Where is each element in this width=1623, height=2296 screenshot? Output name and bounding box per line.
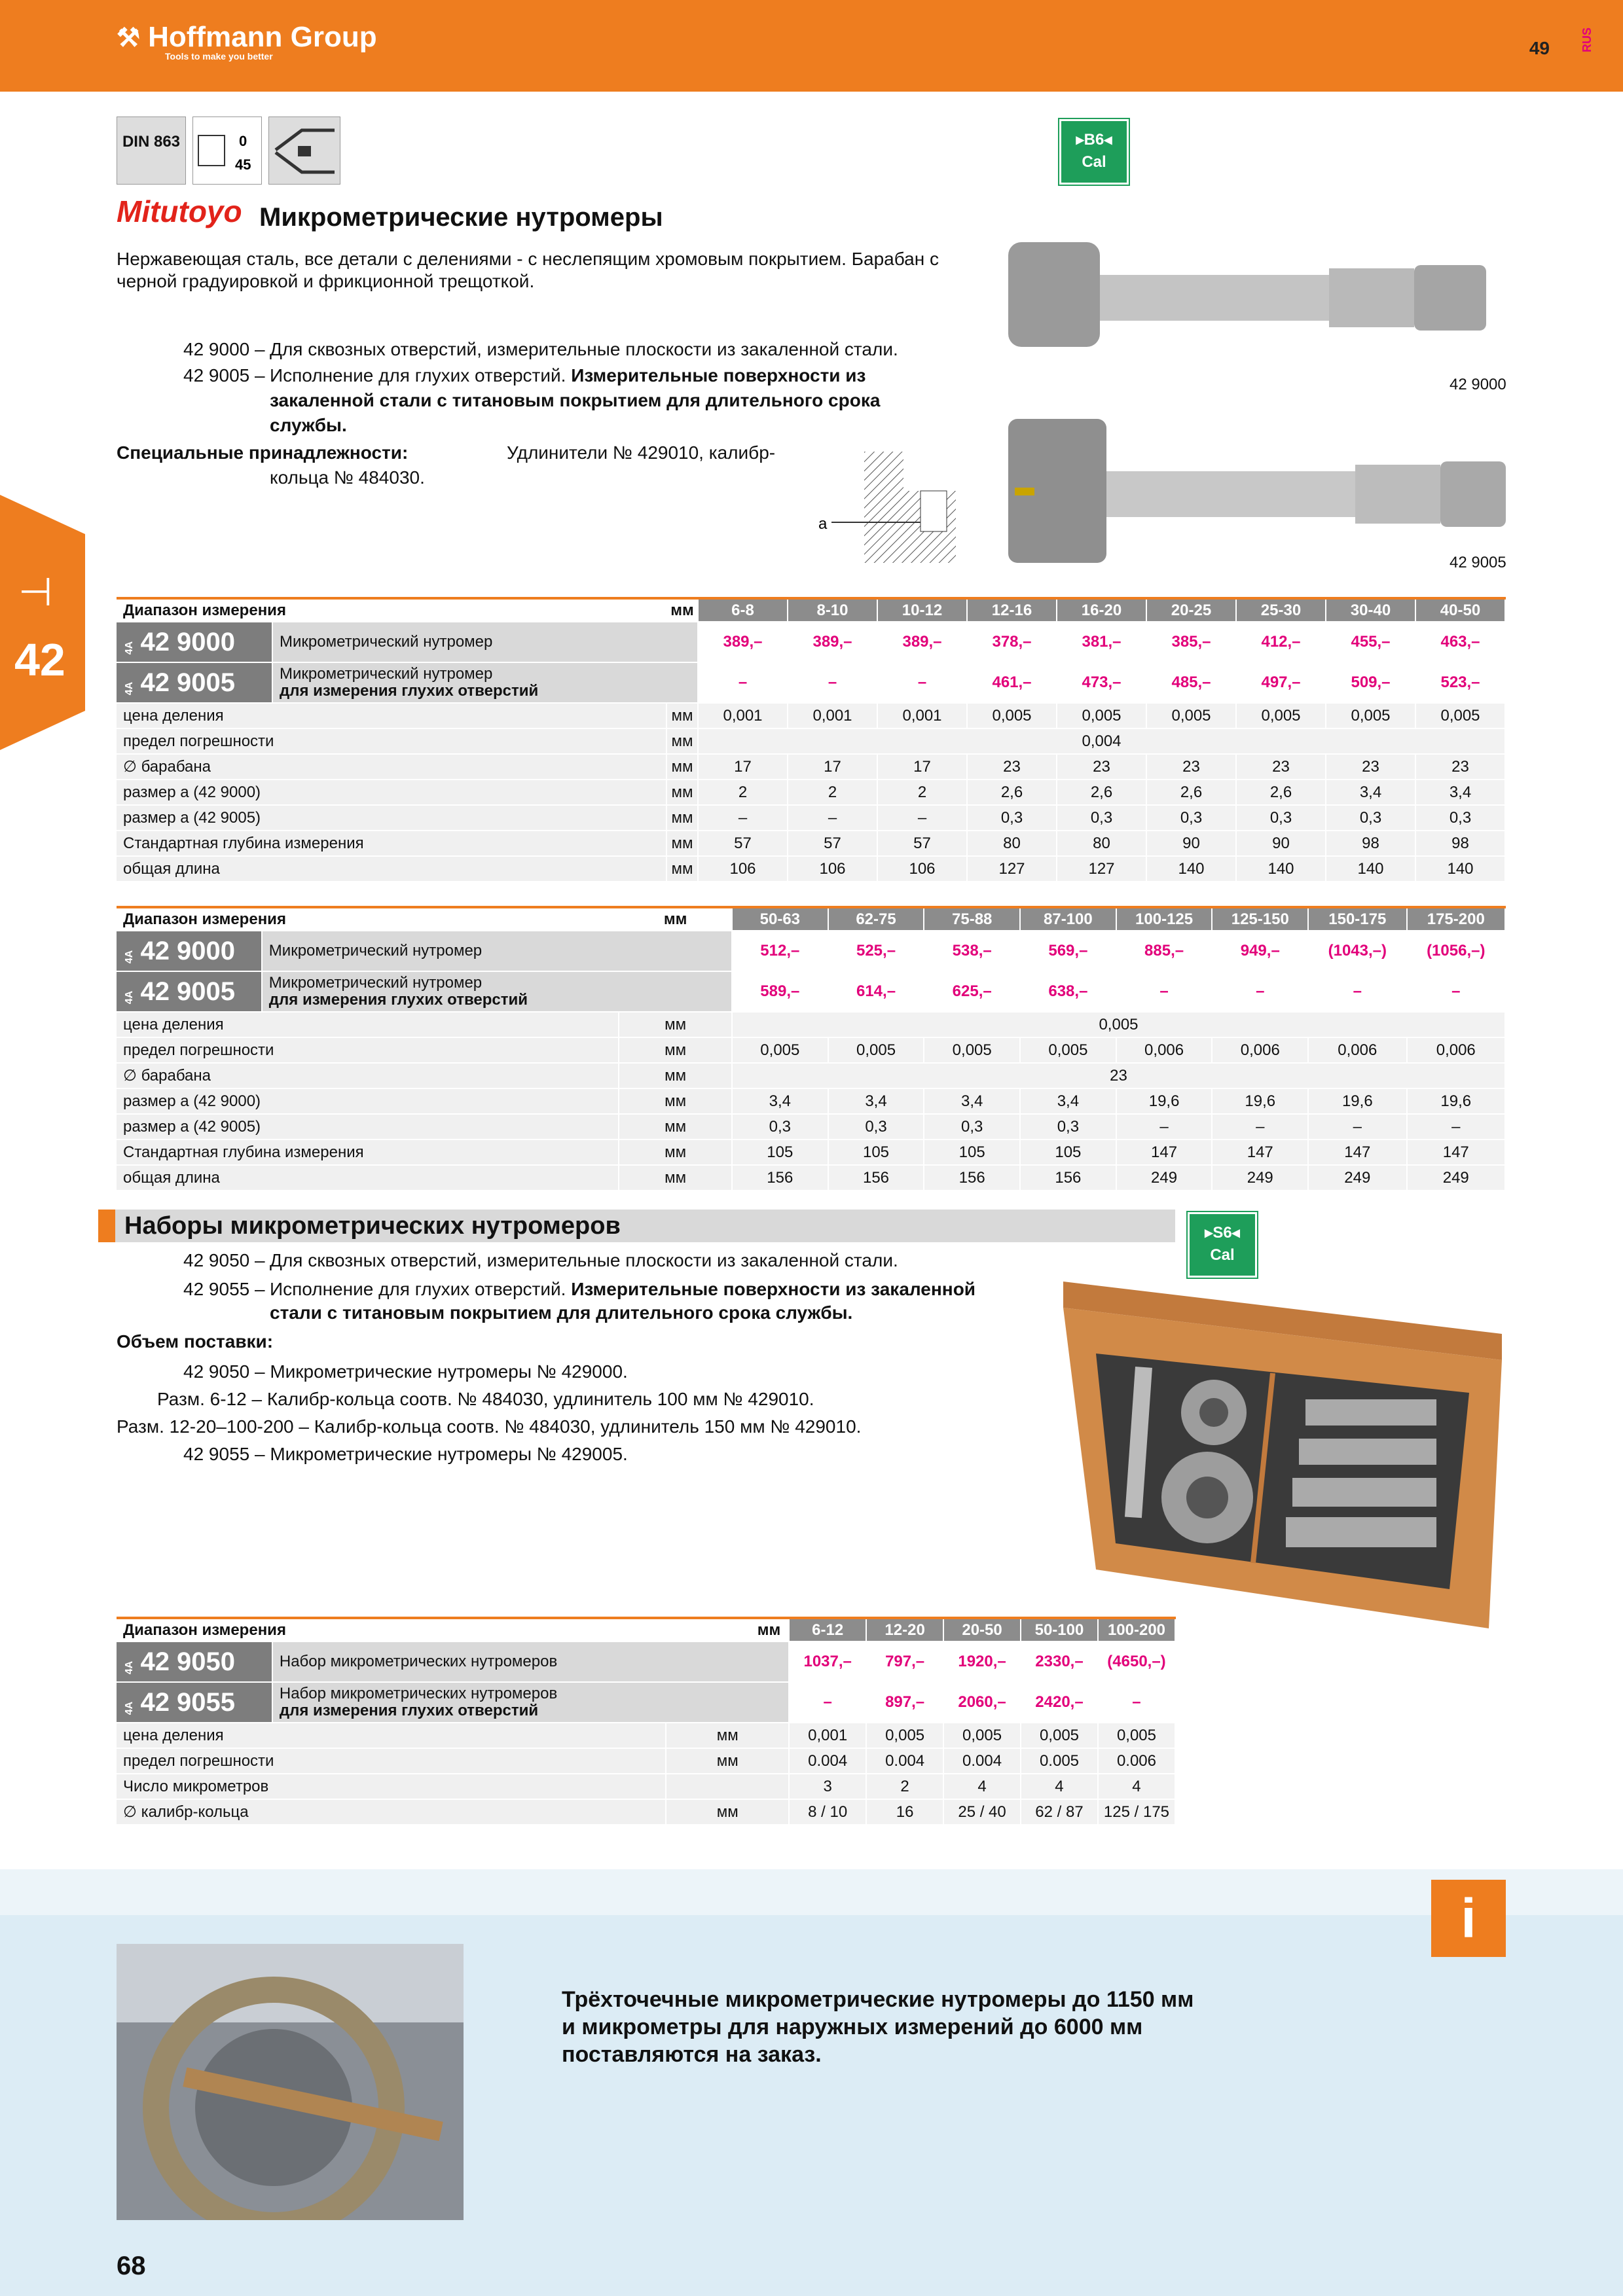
spec-label: ∅ калибр-кольца <box>117 1799 666 1825</box>
spec-value: 156 <box>732 1165 828 1191</box>
spec-value: – <box>1116 1114 1213 1139</box>
spec-value: 105 <box>828 1139 924 1165</box>
spec-value: 57 <box>877 831 967 856</box>
din-symbol: DIN 863 <box>117 117 186 185</box>
footer-page-number: 68 <box>117 2251 146 2280</box>
spec-unit: мм <box>619 1139 732 1165</box>
spec-value: 17 <box>877 754 967 780</box>
variant-code: 42 9005 – <box>183 365 265 386</box>
supply-item: 42 9050 – Микрометрические нутромеры № 429000. <box>183 1361 628 1382</box>
spec-row <box>117 703 1505 728</box>
spec-value: 0,005 <box>1057 703 1146 728</box>
article-row[interactable]: 4A 42 9005 Микрометрический нутромер для измерения глухих отверстий 589,– 614,– 625,– 638,– – – – – <box>117 971 1505 1012</box>
spec-row <box>117 1037 1505 1063</box>
section-title: Наборы микрометрических нутромеров <box>98 1210 1175 1242</box>
spec-value: 3,4 <box>924 1088 1020 1114</box>
article-number: 4A 42 9005 <box>117 971 262 1012</box>
language-code: RUS <box>1580 27 1594 52</box>
spec-unit: мм <box>666 1748 789 1774</box>
spec-value: 0,005 <box>1020 1037 1116 1063</box>
spec-value: 125 / 175 <box>1098 1799 1175 1825</box>
spec-value: 0,004 <box>698 728 1505 754</box>
caliper-icon: ⊣ <box>18 570 53 614</box>
spec-label: ∅ барабана <box>117 754 666 780</box>
spec-unit: мм <box>666 780 698 805</box>
spec-value: 2,6 <box>1146 780 1236 805</box>
spec-value: – <box>698 805 788 831</box>
arrow-right-icon: ▸ <box>1076 131 1084 149</box>
info-text: и микрометры для наружных измерений до 6000 мм <box>562 2015 1143 2039</box>
spec-value: 140 <box>1326 856 1415 882</box>
spec-unit: мм <box>666 703 698 728</box>
variant-text-bold: стали с титановым покрытием для длительного срока службы. <box>270 1302 853 1323</box>
spec-value: 105 <box>1020 1139 1116 1165</box>
page-title: Микрометрические нутромеры <box>259 203 663 232</box>
accessories-text-2: кольца № 484030. <box>270 467 425 488</box>
spec-value: 90 <box>1146 831 1236 856</box>
spec-value: 147 <box>1308 1139 1406 1165</box>
spec-row <box>117 1774 1175 1799</box>
spec-row <box>117 780 1505 805</box>
spec-unit: мм <box>619 1037 732 1063</box>
spec-value: 80 <box>1057 831 1146 856</box>
supply-item: Разм. 6-12 – Калибр-кольца соотв. № 484030, удлинитель 100 мм № 429010. <box>157 1389 814 1409</box>
spec-value: 0,005 <box>967 703 1057 728</box>
article-row[interactable]: 4A 42 9055 Набор микрометрических нутромеров для измерения глухих отверстий – 897,– 2060,– 2420,– – <box>117 1682 1175 1723</box>
spec-row <box>117 1114 1505 1139</box>
spec-label: предел погрешности <box>117 728 666 754</box>
spec-unit: мм <box>666 728 698 754</box>
spec-unit: мм <box>666 856 698 882</box>
page-number: 49 <box>1529 38 1550 58</box>
spec-value: 0,005 <box>1146 703 1236 728</box>
article-number: 4A 42 9005 <box>117 662 272 703</box>
spec-value: 249 <box>1308 1165 1406 1191</box>
spec-label: предел погрешности <box>117 1748 666 1774</box>
spec-value: 0.006 <box>1098 1748 1175 1774</box>
spec-label: размер a (42 9000) <box>117 780 666 805</box>
spec-value: 0,3 <box>1415 805 1505 831</box>
spec-value: 0,005 <box>732 1037 828 1063</box>
spec-value: 147 <box>1407 1139 1505 1165</box>
spec-value: – <box>877 805 967 831</box>
spec-value: 23 <box>1326 754 1415 780</box>
spec-value: 140 <box>1236 856 1326 882</box>
article-number: 4A 42 9055 <box>117 1682 272 1723</box>
spec-unit: мм <box>619 1114 732 1139</box>
calibration-badge-b6: ▸B6◂ Cal <box>1059 119 1129 185</box>
variant-text: Исполнение для глухих отверстий. Измерительные поверхности из <box>270 365 866 386</box>
chapter-tab[interactable] <box>0 495 85 750</box>
spec-row <box>117 805 1505 831</box>
specs-table-2 <box>117 906 1506 1191</box>
spec-label: размер a (42 9005) <box>117 805 666 831</box>
spec-value: 19,6 <box>1116 1088 1213 1114</box>
micrometer-image-429005 <box>1002 412 1512 569</box>
header-row: Диапазон измерения мм 6-12 12-20 20-50 50-100 100-200 <box>117 1618 1175 1641</box>
variant-text-bold: закаленной стали с титановым покрытием для длительного срока <box>270 390 881 410</box>
spec-value: – <box>788 805 877 831</box>
variant-code: 42 9000 – <box>183 339 265 359</box>
spec-value: 25 / 40 <box>943 1799 1021 1825</box>
spec-value: 2 <box>698 780 788 805</box>
supply-item: 42 9055 – Микрометрические нутромеры № 429005. <box>183 1444 628 1464</box>
spec-unit <box>666 1774 789 1799</box>
spec-row <box>117 1799 1175 1825</box>
spec-unit: мм <box>619 1012 732 1037</box>
spec-value: 105 <box>732 1139 828 1165</box>
spec-value: 0,001 <box>698 703 788 728</box>
spec-value: 4 <box>943 1774 1021 1799</box>
article-row[interactable]: 4A 42 9005 Микрометрический нутромер для измерения глухих отверстий – – – 461,– 473,– 485,– 497,– 509,– 523,– <box>117 662 1505 703</box>
spec-value: 147 <box>1212 1139 1308 1165</box>
article-row[interactable]: 4A 42 9000 Микрометрический нутромер 512,– 525,– 538,– 569,– 885,– 949,– (1043,–) (1056,–) <box>117 931 1505 971</box>
spec-label: общая длина <box>117 856 666 882</box>
micrometer-set-image <box>1057 1282 1508 1635</box>
spec-value: 0,006 <box>1212 1037 1308 1063</box>
spec-value: 2,6 <box>1057 780 1146 805</box>
accessories-text: Удлинители № 429010, калибр- <box>507 442 776 463</box>
spec-value: 3,4 <box>732 1088 828 1114</box>
spec-value: 140 <box>1415 856 1505 882</box>
spec-value: 19,6 <box>1212 1088 1308 1114</box>
spec-value: 23 <box>1146 754 1236 780</box>
spec-value: 0,005 <box>943 1723 1021 1748</box>
spec-value: 0,005 <box>1098 1723 1175 1748</box>
logo-icon: ⚒ <box>117 24 140 52</box>
spec-value: 2 <box>866 1774 943 1799</box>
chapter-number: 42 <box>14 634 65 685</box>
header-bar <box>0 0 1623 92</box>
intro-text-2: черной градуировкой и фрикционной трещоткой. <box>117 271 535 291</box>
supply-item: Разм. 12-20–100-200 – Калибр-кольца соотв. № 484030, удлинитель 150 мм № 429010. <box>117 1416 862 1437</box>
spec-label: Число микрометров <box>117 1774 666 1799</box>
arrow-left-icon: ◂ <box>1231 1224 1240 1242</box>
variant-text: Для сквозных отверстий, измерительные плоскости из закаленной стали. <box>270 1250 898 1270</box>
spec-value: 0,3 <box>967 805 1057 831</box>
spec-row <box>117 831 1505 856</box>
article-row[interactable]: 4A 42 9000 Микрометрический нутромер 389,– 389,– 389,– 378,– 381,– 385,– 412,– 455,– 463,– <box>117 622 1505 662</box>
arrow-left-icon: ◂ <box>1104 131 1112 149</box>
spec-value: 156 <box>1020 1165 1116 1191</box>
spec-value: 0,005 <box>828 1037 924 1063</box>
spec-value: 0,005 <box>1326 703 1415 728</box>
svg-text:0: 0 <box>239 133 247 149</box>
spec-row <box>117 754 1505 780</box>
spec-value: 156 <box>828 1165 924 1191</box>
spec-value: 0,001 <box>877 703 967 728</box>
image-caption: 42 9005 <box>1450 554 1506 571</box>
spec-value: 23 <box>1236 754 1326 780</box>
spec-value: 0,3 <box>1020 1114 1116 1139</box>
spec-value: 3,4 <box>1020 1088 1116 1114</box>
spec-value: 23 <box>1057 754 1146 780</box>
info-text: Трёхточечные микрометрические нутромеры до 1150 мм <box>562 1987 1194 2012</box>
spec-unit: мм <box>619 1063 732 1088</box>
spec-value: 3 <box>789 1774 866 1799</box>
spec-value: 0,3 <box>732 1114 828 1139</box>
specs-table-3 <box>117 1617 1176 1825</box>
article-number: 4A 42 9000 <box>117 931 262 971</box>
spec-value: 57 <box>698 831 788 856</box>
spec-value: 16 <box>866 1799 943 1825</box>
info-text: поставляются на заказ. <box>562 2042 822 2067</box>
spec-value: 106 <box>788 856 877 882</box>
spec-row <box>117 1088 1505 1114</box>
spec-value: 2 <box>877 780 967 805</box>
through-bore-icon <box>269 117 341 185</box>
spec-value: 0.004 <box>943 1748 1021 1774</box>
spec-label: ∅ барабана <box>117 1063 619 1088</box>
spec-row <box>117 1723 1175 1748</box>
spec-value: 0,006 <box>1407 1037 1505 1063</box>
spec-value: 62 / 87 <box>1021 1799 1098 1825</box>
spec-unit: мм <box>666 1799 789 1825</box>
spec-value: 2,6 <box>967 780 1057 805</box>
article-number: 4A 42 9000 <box>117 622 272 662</box>
spec-value: 127 <box>967 856 1057 882</box>
spec-value: 0,3 <box>924 1114 1020 1139</box>
spec-value: 0,005 <box>1236 703 1326 728</box>
spec-value: 19,6 <box>1407 1088 1505 1114</box>
machine-photo <box>117 1944 464 2220</box>
spec-value: 23 <box>967 754 1057 780</box>
spec-value: 2 <box>788 780 877 805</box>
spec-unit: мм <box>666 754 698 780</box>
brand-logo[interactable]: ⚒ Hoffmann Group Tools to make you better <box>117 21 377 62</box>
spec-value: 0.004 <box>866 1748 943 1774</box>
spec-label: общая длина <box>117 1165 619 1191</box>
spec-value: 0,3 <box>828 1114 924 1139</box>
arrow-right-icon: ▸ <box>1205 1224 1213 1242</box>
spec-value: 4 <box>1021 1774 1098 1799</box>
spec-value: 0,006 <box>1116 1037 1213 1063</box>
spec-value: 0,005 <box>924 1037 1020 1063</box>
spec-value: 0.005 <box>1021 1748 1098 1774</box>
spec-value: 90 <box>1236 831 1326 856</box>
spec-value: 249 <box>1212 1165 1308 1191</box>
spec-value: 98 <box>1326 831 1415 856</box>
variant-text: Для сквозных отверстий, измерительные плоскости из закаленной стали. <box>270 339 898 359</box>
dimension-diagram <box>818 452 969 569</box>
spec-unit: мм <box>666 805 698 831</box>
spec-label: размер a (42 9000) <box>117 1088 619 1114</box>
spec-value: – <box>1407 1114 1505 1139</box>
spec-value: 3,4 <box>828 1088 924 1114</box>
info-icon: i <box>1431 1880 1506 1957</box>
spec-value: 0,006 <box>1308 1037 1406 1063</box>
spec-value: 127 <box>1057 856 1146 882</box>
spec-unit: мм <box>666 1723 789 1748</box>
spec-value: 17 <box>698 754 788 780</box>
bore-type-symbol <box>268 117 340 185</box>
spec-row <box>117 1748 1175 1774</box>
spec-value: 3,4 <box>1326 780 1415 805</box>
spec-value: 0.004 <box>789 1748 866 1774</box>
header-row: Диапазон измерения мм 50-63 62-75 75-88 87-100 100-125 125-150 150-175 175-200 <box>117 907 1505 931</box>
header-row: Диапазон измерения мм 6-8 8-10 10-12 12-16 16-20 20-25 25-30 30-40 40-50 <box>117 598 1505 622</box>
spec-unit: мм <box>666 831 698 856</box>
svg-text:a: a <box>818 515 828 533</box>
spec-value: 80 <box>967 831 1057 856</box>
spec-row <box>117 856 1505 882</box>
spec-value: 3,4 <box>1415 780 1505 805</box>
spec-value: 23 <box>732 1063 1505 1088</box>
spec-value: 0,3 <box>1236 805 1326 831</box>
micrometer-image-429000 <box>1002 229 1512 360</box>
spec-row <box>117 1012 1505 1037</box>
spec-row <box>117 1165 1505 1191</box>
variant-text: Исполнение для глухих отверстий. Измерительные поверхности из закаленной <box>270 1279 976 1299</box>
article-row[interactable]: 4A 42 9050 Набор микрометрических нутромеров 1037,– 797,– 1920,– 2330,– (4650,–) <box>117 1641 1175 1682</box>
spec-label: цена деления <box>117 1012 619 1037</box>
spec-value: 249 <box>1407 1165 1505 1191</box>
spec-value: 17 <box>788 754 877 780</box>
variant-text-bold: службы. <box>270 415 347 435</box>
spec-label: размер a (42 9005) <box>117 1114 619 1139</box>
calibration-badge-s6: ▸S6◂ Cal <box>1188 1212 1257 1278</box>
spec-value: – <box>1212 1114 1308 1139</box>
spec-value: 140 <box>1146 856 1236 882</box>
mitutoyo-logo: Mitutoyo <box>117 194 242 228</box>
spec-value: 0,005 <box>1415 703 1505 728</box>
spec-value: 4 <box>1098 1774 1175 1799</box>
spec-label: Стандартная глубина измерения <box>117 831 666 856</box>
spec-value: – <box>1308 1114 1406 1139</box>
spec-label: предел погрешности <box>117 1037 619 1063</box>
spec-row <box>117 728 1505 754</box>
range-symbol <box>192 117 262 185</box>
spec-value: 106 <box>698 856 788 882</box>
spec-value: 106 <box>877 856 967 882</box>
spec-value: 57 <box>788 831 877 856</box>
spec-value: 0,3 <box>1326 805 1415 831</box>
spec-value: 0,3 <box>1057 805 1146 831</box>
supply-label: Объем поставки: <box>117 1331 274 1352</box>
spec-row <box>117 1063 1505 1088</box>
spec-label: Стандартная глубина измерения <box>117 1139 619 1165</box>
variant-code: 42 9050 – <box>183 1250 265 1270</box>
spec-value: 0,005 <box>1021 1723 1098 1748</box>
spec-value: 0,005 <box>866 1723 943 1748</box>
accessories-label: Специальные принадлежности: <box>117 442 409 463</box>
spec-value: 8 / 10 <box>789 1799 866 1825</box>
variant-code: 42 9055 – <box>183 1279 265 1299</box>
image-caption: 42 9000 <box>1450 376 1506 393</box>
spec-label: цена деления <box>117 703 666 728</box>
spec-value: 105 <box>924 1139 1020 1165</box>
spec-value: 2,6 <box>1236 780 1326 805</box>
spec-value: 156 <box>924 1165 1020 1191</box>
svg-text:45: 45 <box>235 156 251 173</box>
spec-value: 0,3 <box>1146 805 1236 831</box>
spec-value: 0,005 <box>732 1012 1505 1037</box>
specs-table-1 <box>117 597 1506 882</box>
article-number: 4A 42 9050 <box>117 1641 272 1682</box>
spec-value: 0,001 <box>788 703 877 728</box>
intro-text: Нержавеющая сталь, все детали с делениями - с неслепящим хромовым покрытием. Барабан с <box>117 249 939 269</box>
spec-unit: мм <box>619 1088 732 1114</box>
spec-label: цена деления <box>117 1723 666 1748</box>
spec-value: 19,6 <box>1308 1088 1406 1114</box>
spec-value: 23 <box>1415 754 1505 780</box>
spec-value: 98 <box>1415 831 1505 856</box>
micrometer-symbol-icon <box>193 117 263 185</box>
spec-value: 249 <box>1116 1165 1213 1191</box>
spec-unit: мм <box>619 1165 732 1191</box>
spec-row <box>117 1139 1505 1165</box>
spec-value: 147 <box>1116 1139 1213 1165</box>
spec-value: 0,001 <box>789 1723 866 1748</box>
